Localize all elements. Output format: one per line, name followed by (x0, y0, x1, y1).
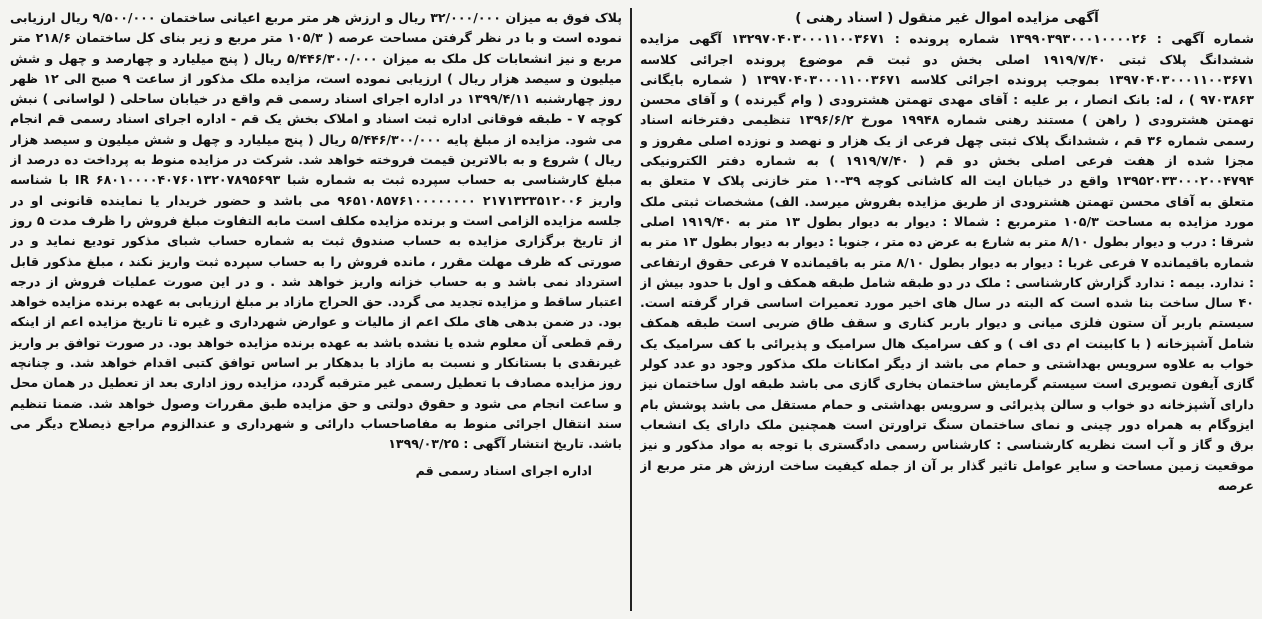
notice-body-right: شماره آگهی : ۱۳۹۹۰۳۹۳۰۰۰۱۰۰۰۰۲۶ شماره پرونده : ۱۳۲۹۷۰۴۰۳۰۰۰۱۱۰۰۳۶۷۱ آگهی مزایده ششدانگ پلاک ثبتی ۱۹۱۹/۷/۴۰ اصلی بخش دو ثبت قم موضوع پرونده اجرائی کلاسه ۱۳۹۷۰۴۰۳۰۰۰۱۱۰۰۳۶۷۱ بموجب پرونده اجرائی کلاسه ۱۳۹۷۰۴۰۳۰۰۰۱۱۰۰۳۶۷۱ ( شماره بایگانی ۹۷۰۳۸۶۳ ) ، له: بانک انصار ، بر علیه : آقای مهدی تهمتن هشترودی ( وام گیرنده ) و آقای محسن تهمتن هشترودی ( راهن ) مستند رهنی شماره ۱۹۹۴۸ مورخ ۱۳۹۶/۶/۲ تنظیمی دفترخانه اسناد رسمی شماره ۳۶ قم ، ششدانگ پلاک ثبتی چهل فرعی از یک هزار و نهصد و نوزده اصلی مفروز و مجزا شده از هفت فرعی اصلی بخش دو قم ( ۱۹۱۹/۷/۴۰ ) به شماره دفتر الکترونیکی ۱۳۹۵۲۰۳۳۰۰۰۲۰۰۴۷۹۴ واقع در خیابان ایت اله کاشانی کوچه ۳۹-۱۰ متر خازنی پلاک ۷ متعلق به متعلق به آقای محسن تهمتن هشترودی از طریق مزایده بفروش میرسد. الف) مشخصات ثبتی ملک مورد مزایده به مساحت ۱۰۵/۳ مترمربع : شمالا : دیوار به دیوار بطول ۱۳ متر به ۱۹۱۹/۴۰ اصلی شرقا : درب و دیوار بطول ۸/۱۰ متر به شارع به عرض ده متر ، جنوبا : دیوار به دیوار بطول ۱۳ متر به شماره باقیمانده ۷ فرعی غربا : دیوار به دیوار بطول ۸/۱۰ متر به باقیمانده ۷ فرعی حقوق ارتفاعی : ندارد. بیمه : ندارد گزارش کارشناسی : ملک در دو طبقه شامل طبقه همکف و اول با حدود بیش از ۴۰ سال ساخت بنا شده است که البته در سال های اخیر مورد تعمیرات اساسی قرار گرفته است. سیستم باربر آن ستون فلزی میانی و دیوار باربر کناری و سقف طاق ضربی است طبقه همکف شامل آشپزخانه ( با کابینت ام دی اف ) و کف سرامیک هال سرامیک و پذیرائی با کف سرامیک یک خواب به علاوه سرویس بهداشتی و حمام می باشد از دیگر امکانات ملک مذکور وجود دو عدد کولر گازی آیفون تصویری است سیستم گرمایش ساختمان بخاری گازی می باشد طبقه اول ساختمان نیز دارای آشپزخانه دو خواب و سالن پذیرائی و سرویس بهداشتی و حمام مستقل می باشد پوشش بام ایزوگام به همراه دور چینی و نمای ساختمان سنگ تراورتن است همچنین ملک دارای یک انشعاب برق و گاز و آب است نظریه کارشناسی : کارشناس رسمی دادگستری با توجه به مواد مذکور و نیز موقعیت زمین مساحت و سایر عوامل تاثیر گذار بر آن از جمله کیفیت ساخت ارزش هر متر مربع از عرصه (640, 31, 1254, 493)
issuer-signature: اداره اجرای اسناد رسمی قم (415, 462, 592, 478)
column-divider (630, 8, 632, 611)
notice-left-column (10, 8, 622, 611)
notice-right-column (640, 8, 1254, 611)
notice-body-left: پلاک فوق به میزان ۳۲/۰۰۰/۰۰۰ ریال و ارزش هر متر مربع اعیانی ساختمان ۹/۵۰۰/۰۰۰ ریال ارزیابی نموده است و با در نظر گرفتن مساحت عرصه ( ۱۰۵/۳ متر مربع و زیر بنای کل ساختمان ۲۱۸/۶ متر مربع و نیز انشعابات کل ملک به میزان ۵/۴۴۶/۳۰۰/۰۰۰ ریال ( پنج میلیارد و چهارصد و چهل و شش میلیون و سیصد هزار ریال ) ارزیابی نموده است، مزایده ملک مذکور از ساعت ۹ صبح الی ۱۲ ظهر روز چهارشنبه ۱۳۹۹/۴/۱۱ در اداره اجرای اسناد رسمی قم واقع در خیابان ساحلی ( لواسانی ) نبش کوچه ۷ - طبقه فوقانی اداره ثبت اسناد و املاک بخش یک قم - اداره اجرای اسناد رسمی قم انجام می شود. مزایده از مبلغ پایه ۵/۴۴۶/۳۰۰/۰۰۰ ریال ( پنج میلیارد و چهل و شش میلیون و سیصد هزار ریال ) شروع و به بالاترین قیمت فروخته خواهد شد. شرکت در مزایده منوط به پرداخت ده درصد از مبلغ کارشناسی به حساب سپرده ثبت به شماره شبا IR ۶۸۰۱۰۰۰۰۴۰۷۶۰۱۳۲۰۷۸۹۵۶۹۳ با شناسه واریز ۲۱۷۱۳۲۳۵۱۲۰۰۶ ۹۶۵۱۰۸۵۷۶۱۰۰۰۰۰۰۰۰ می باشد و حضور خریدار یا نماینده قانونی او در جلسه مزایده الزامی است و برنده مزایده مکلف است مابه التفاوت مبلغ فروش را ظرف مدت ۵ روز از تاریخ برگزاری مزایده به حساب صندوق ثبت به شماره حساب شبای مذکور تودیع نماید و در صورتی که ظرف مهلت مقرر ، مانده فروش را به حساب سپرده ثبت واریز نکند ، مبلغ مذکور قابل استرداد نمی باشد و به حساب خزانه واریز خواهد شد . و در این صورت عملیات فروش از درجه اعتبار ساقط و مزایده تجدید می گردد. حق الحراج مازاد بر مبلغ ارزیابی به عهده برنده مزایده خواهد بود. در ضمن بدهی های ملک اعم از مالیات و عوارض شهرداری و غیره تا تاریخ مزایده اعم از اینکه رقم قطعی آن معلوم شده یا نشده باشد به عهده برنده مزایده خواهد بود. در صورت توافق بر واریز غیرنقدی با بستانکار و نسبت به مازاد با بدهکار بر اساس توافق کتبی اقدام خواهد شد. و چنانچه روز مزایده مصادف با تعطیل رسمی غیر مترقبه گردد، مزایده روز اداری بعد از تعطیل در همان محل و ساعت انجام می شود و حقوق دولتی و حق مزایده طبق مقررات وصول خواهد شد. ضمنا تنظیم سند انتقال اجرائی منوط به مفاصاحساب دارائی و شهرداری و عندالزوم مراجع ذیصلاح دیگر می باشد. تاریخ انتشار آگهی : ۱۳۹۹/۰۳/۲۵ (10, 10, 622, 452)
notice-title: آگهی مزایده اموال غیر منقول ( اسناد رهنی ) (795, 10, 1099, 26)
